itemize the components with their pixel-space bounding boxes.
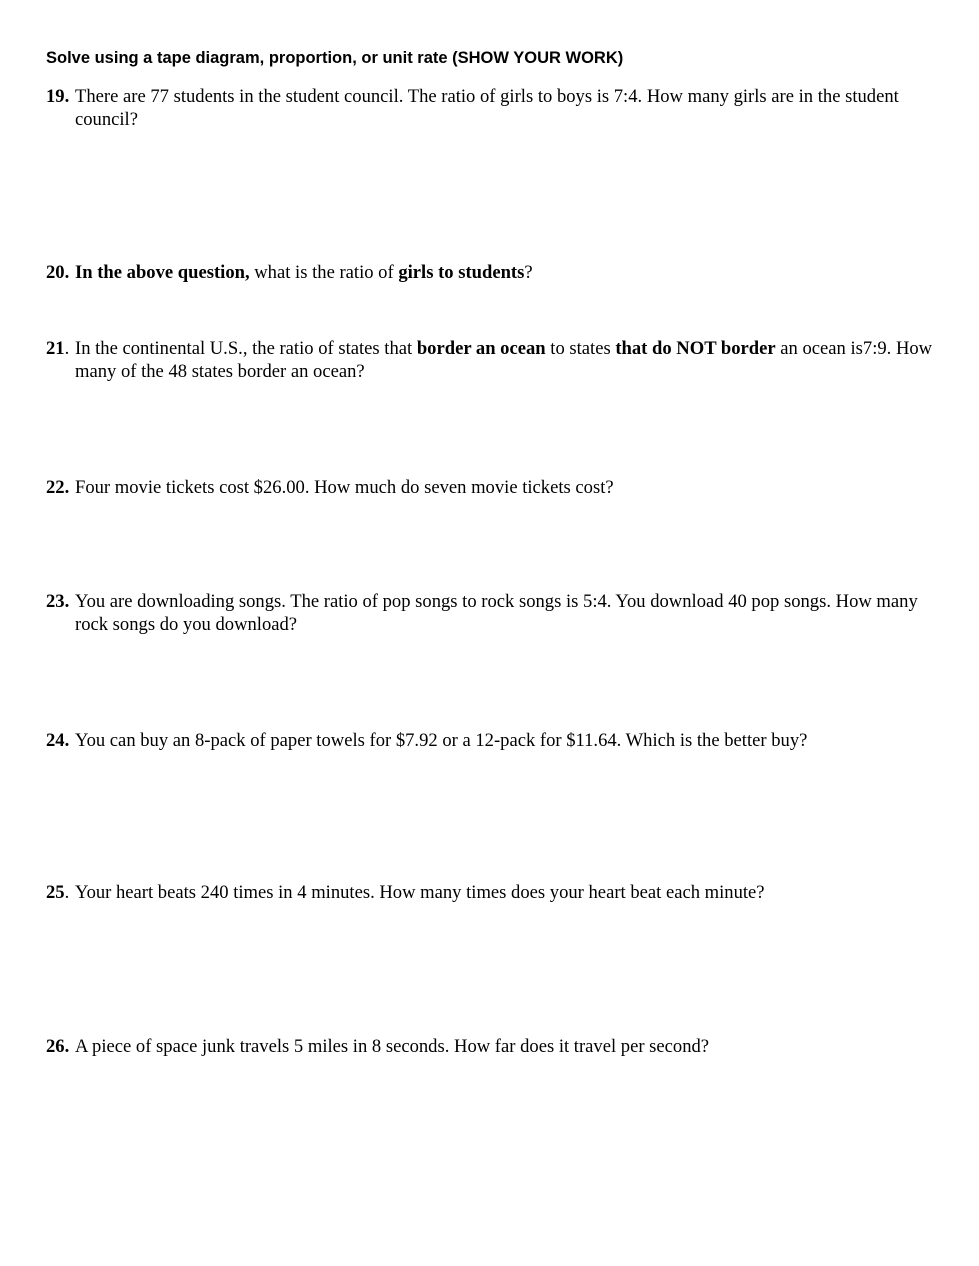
question-text: You are downloading songs. The ratio of pop songs to rock songs is 5:4. You download 40 pop songs. How many rock songs do you download? bbox=[75, 591, 918, 635]
question-number: 22. bbox=[46, 477, 70, 498]
question-25 bbox=[46, 881, 946, 904]
question-21 bbox=[46, 337, 946, 383]
question-text-bold: girls to students bbox=[398, 262, 525, 283]
question-text-bold: In the above question, bbox=[75, 262, 250, 283]
question-number bbox=[46, 337, 69, 360]
question-text: You can buy an 8-pack of paper towels for $7.92 or a 12-pack for $11.64. Which is the better buy? bbox=[75, 730, 808, 751]
question-text: Four movie tickets cost $26.00. How much do seven movie tickets cost? bbox=[75, 477, 614, 498]
question-26 bbox=[46, 1035, 946, 1058]
question-text-segment: an ocean is7:9. How many of the 48 states border an ocean? bbox=[75, 338, 933, 382]
question-19 bbox=[46, 85, 946, 131]
question-text-segment: to states bbox=[545, 338, 616, 359]
question-number: 20. bbox=[46, 262, 70, 283]
question-text: There are 77 students in the student council. The ratio of girls to boys is 7:4. How many girls are in the student council? bbox=[75, 86, 899, 130]
question-number-suffix: . bbox=[64, 882, 70, 903]
question-number bbox=[46, 881, 69, 904]
question-number: 19. bbox=[46, 86, 70, 107]
question-text-segment: ? bbox=[524, 262, 533, 283]
question-text bbox=[75, 337, 946, 383]
question-number: 26. bbox=[46, 1036, 70, 1057]
question-number-digits: 21 bbox=[46, 338, 65, 359]
question-number-suffix: . bbox=[64, 338, 70, 359]
question-text: A piece of space junk travels 5 miles in 8 seconds. How far does it travel per second? bbox=[75, 1036, 710, 1057]
question-24 bbox=[46, 729, 946, 752]
question-text-segment: what is the ratio of bbox=[249, 262, 399, 283]
question-23 bbox=[46, 590, 946, 636]
question-text-segment: In the continental U.S., the ratio of states that bbox=[75, 338, 417, 359]
question-text bbox=[75, 261, 946, 284]
question-22 bbox=[46, 476, 946, 499]
question-text-bold: that do NOT border bbox=[615, 338, 776, 359]
question-text: Your heart beats 240 times in 4 minutes. How many times does your heart beat each minute? bbox=[75, 882, 765, 903]
question-number: 24. bbox=[46, 730, 70, 751]
question-text-bold: border an ocean bbox=[416, 338, 546, 359]
question-20 bbox=[46, 261, 946, 284]
question-number: 23. bbox=[46, 591, 70, 612]
worksheet-instructions: Solve using a tape diagram, proportion, or unit rate (SHOW YOUR WORK) bbox=[46, 49, 624, 67]
question-number-digits: 25 bbox=[46, 882, 65, 903]
